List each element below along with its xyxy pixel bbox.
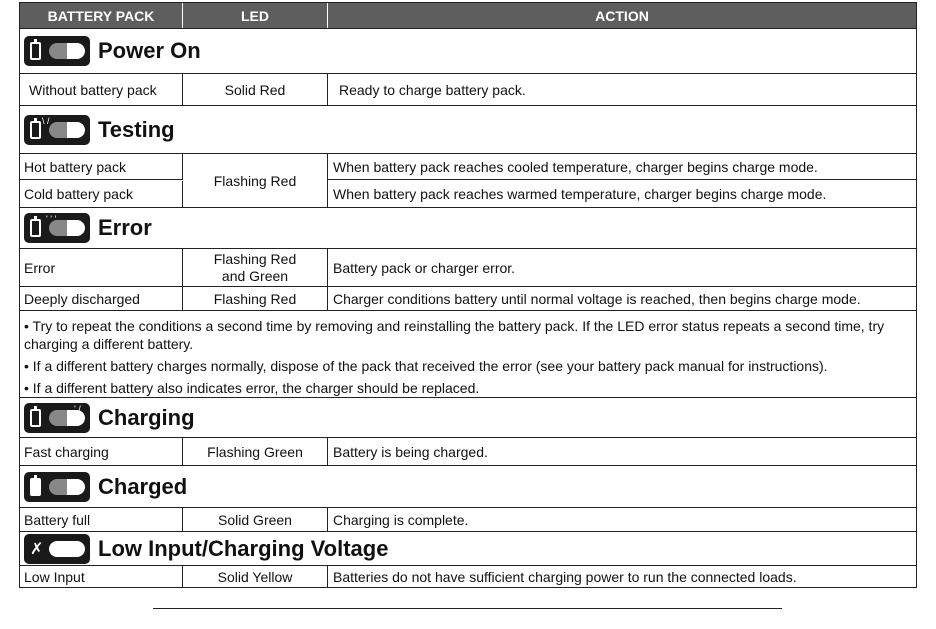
battery-cell: Deeply discharged — [20, 287, 183, 310]
battery-full-led-icon — [24, 472, 90, 502]
led-cell: Flashing Red and Green — [183, 249, 328, 286]
battery-cell: Cold battery pack — [20, 181, 183, 207]
action-cell: Battery pack or charger error. — [333, 259, 516, 276]
battery-cell: Low Input — [20, 566, 183, 587]
action-cell: Battery is being charged. — [333, 443, 488, 460]
section-power-on — [20, 28, 916, 73]
section-testing — [20, 105, 916, 153]
battery-cell: Error — [20, 249, 183, 286]
section-low-input — [20, 531, 916, 565]
note-item: • If a different battery charges normally, dispose of the pack that received the error (see your battery pack manual for instructions). — [24, 358, 828, 374]
led-cell: Solid Green — [183, 508, 328, 531]
table-row — [20, 565, 916, 587]
section-title: Testing — [98, 116, 175, 142]
led-status-table — [19, 2, 917, 588]
section-title: Low Input/Charging Voltage — [98, 535, 389, 561]
section-title: Charged — [98, 473, 188, 499]
section-error — [20, 207, 916, 248]
note-item: • If a different battery also indicates error, the charger should be replaced. — [24, 380, 480, 396]
led-cell: Flashing Red — [183, 154, 328, 207]
section-charging — [20, 397, 916, 437]
section-charged — [20, 465, 916, 507]
battery-testing-led-flashing-icon: \ / — [24, 115, 90, 145]
battery-charging-led-flashing-icon: ' / — [24, 403, 90, 433]
led-cell: Solid Yellow — [183, 566, 328, 587]
action-cell: Charging is complete. — [333, 511, 469, 528]
no-charge-led-icon: ✗ — [24, 534, 90, 564]
led-cell: Flashing Green — [183, 438, 328, 465]
footer-rule — [153, 608, 782, 609]
action-cell: Charger conditions battery until normal voltage is reached, then begins charge mode. — [333, 290, 861, 307]
action-cell: When battery pack reaches warmed temperature, charger begins charge mode. — [333, 186, 827, 202]
battery-led-icon — [24, 36, 90, 66]
table-group — [20, 153, 916, 207]
action-cell: Ready to charge battery pack. — [339, 81, 526, 98]
section-title: Power On — [98, 38, 201, 63]
battery-error-led-flashing-icon: ' ' ' — [24, 213, 90, 243]
led-cell: Solid Red — [183, 74, 328, 105]
table-row — [20, 73, 916, 105]
error-notes — [20, 310, 916, 397]
table-row — [20, 437, 916, 465]
led-cell: Flashing Red — [183, 287, 328, 310]
section-title: Charging — [98, 404, 195, 430]
table-row — [20, 248, 916, 286]
battery-cell: Hot battery pack — [20, 154, 183, 180]
header-action: ACTION — [595, 7, 649, 24]
action-cell: When battery pack reaches cooled temperature, charger begins charge mode. — [328, 154, 916, 180]
note-item: • Try to repeat the conditions a second time by removing and reinstalling the battery pack. If the LED error status repeats a second time, try charging a different battery. — [24, 318, 885, 352]
header-battery-pack: BATTERY PACK — [20, 3, 183, 28]
table-row — [20, 507, 916, 531]
table-row — [20, 286, 916, 310]
battery-cell: Battery full — [20, 508, 183, 531]
section-title: Error — [98, 215, 152, 240]
battery-cell: Without battery pack — [20, 74, 183, 105]
table-header — [20, 3, 916, 28]
header-led: LED — [183, 3, 328, 28]
battery-cell: Fast charging — [20, 438, 183, 465]
action-cell: Batteries do not have sufficient charging power to run the connected loads. — [333, 568, 797, 585]
